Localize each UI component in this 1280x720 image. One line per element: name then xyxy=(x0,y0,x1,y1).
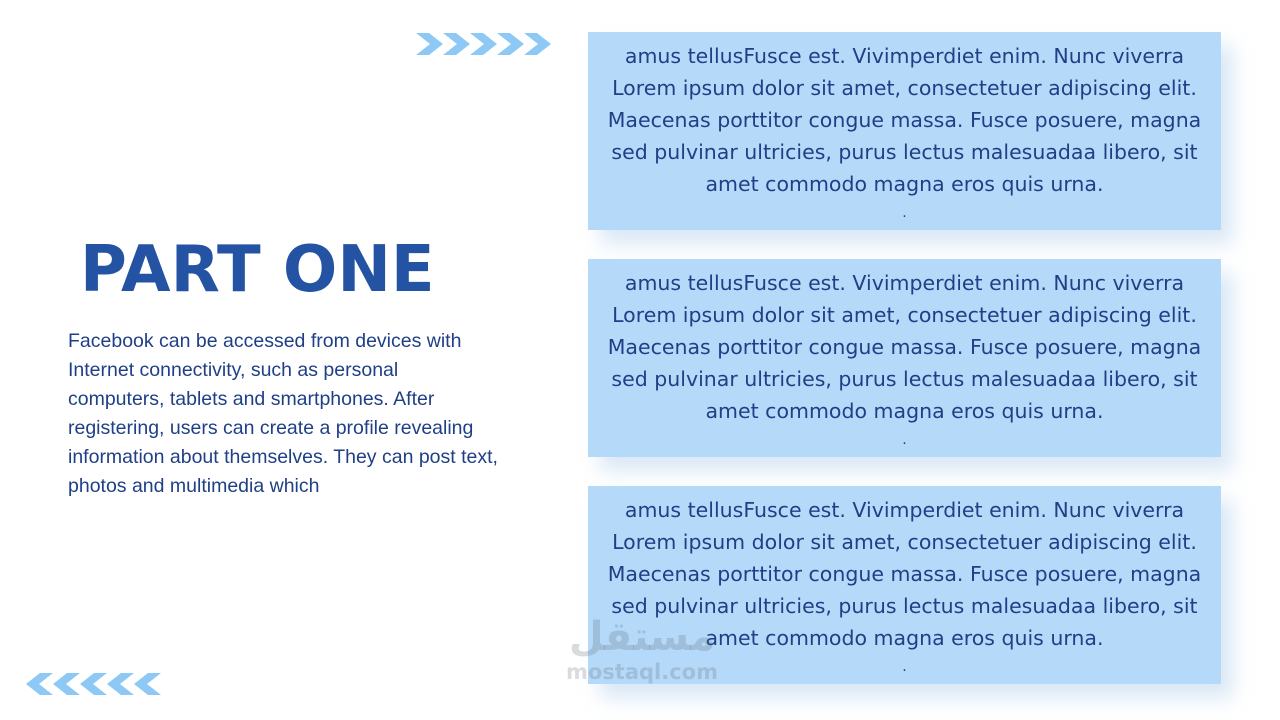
chevron-left-icon xyxy=(26,673,53,695)
chevron-left-icon xyxy=(107,673,134,695)
text-card xyxy=(588,259,1221,457)
chevron-right-icon xyxy=(524,33,551,55)
slide-title: PART ONE xyxy=(80,233,435,307)
card-text: amus tellusFusce est. Vivimperdiet enim. Nunc viverra Lorem ipsum dolor sit amet, consectetuer adipiscing elit. Maecenas porttitor congue massa. Fusce posuere, magna sed pulvinar ultricies, purus lectus malesuadaa libero, sit amet commodo magna eros quis urna. xyxy=(607,44,1202,196)
chevron-right-icon xyxy=(497,33,524,55)
card-text: amus tellusFusce est. Vivimperdiet enim. Nunc viverra Lorem ipsum dolor sit amet, consectetuer adipiscing elit. Maecenas porttitor congue massa. Fusce posuere, magna sed pulvinar ultricies, purus lectus malesuadaa libero, sit amet commodo magna eros quis urna. xyxy=(607,498,1202,650)
card-text: amus tellusFusce est. Vivimperdiet enim. Nunc viverra Lorem ipsum dolor sit amet, consectetuer adipiscing elit. Maecenas porttitor congue massa. Fusce posuere, magna sed pulvinar ultricies, purus lectus malesuadaa libero, sit amet commodo magna eros quis urna. xyxy=(607,271,1202,423)
card-dot: . xyxy=(902,659,907,675)
watermark-logo: مستقل xyxy=(568,614,716,660)
watermark xyxy=(562,614,722,684)
chevron-right-icon xyxy=(470,33,497,55)
slide-body-text: Facebook can be accessed from devices with Internet connectivity, such as personal computers, tablets and smartphones. After registering, users can create a profile revealing information about themselves. They can post text, photos and multimedia which xyxy=(68,330,498,497)
card-dot: . xyxy=(902,205,907,221)
top-chevron-decoration xyxy=(416,33,551,55)
chevron-right-icon xyxy=(416,33,443,55)
chevron-left-icon xyxy=(80,673,107,695)
chevron-left-icon xyxy=(53,673,80,695)
chevron-right-icon xyxy=(443,33,470,55)
text-card xyxy=(588,32,1221,230)
bottom-chevron-decoration xyxy=(26,673,161,695)
card-dot: . xyxy=(902,432,907,448)
watermark-url: mostaql.com xyxy=(566,660,718,684)
chevron-left-icon xyxy=(134,673,161,695)
